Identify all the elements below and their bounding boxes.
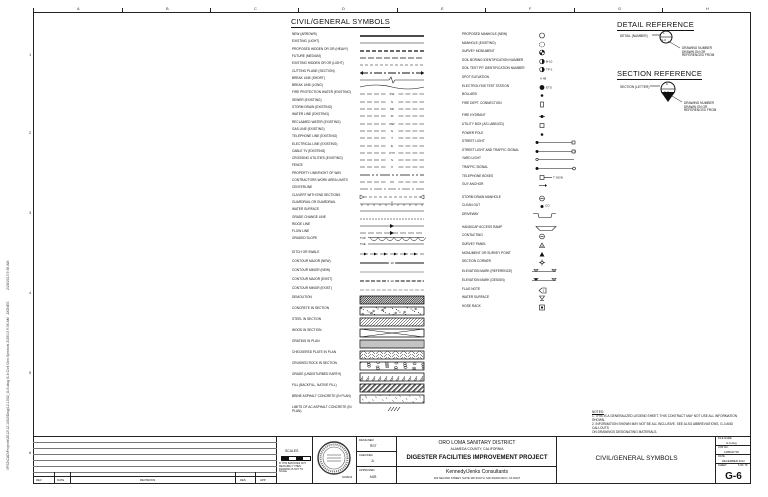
job-no-label: JOB NO. (718, 446, 729, 449)
svg-text:X: X (390, 165, 394, 170)
seal-date: 02/28/13 (342, 476, 353, 479)
symbol-label: EXISTING (LIGHT) (292, 39, 320, 44)
grid-number: 2 (29, 130, 32, 135)
symbol-label: CONTOUR MAJOR (EXIST) (292, 277, 333, 282)
section-drawing-number-label: DRAWING NUMBER DRAWN ON OR REFERENCED FROM (684, 101, 717, 113)
svg-text:X 48: X 48 (540, 76, 547, 81)
symbol-hatch-conc (360, 307, 424, 315)
scales-label: SCALES (285, 449, 299, 453)
revision-col-line (70, 472, 71, 484)
approved-value: MJB (370, 475, 377, 479)
symbol-label: CONTOUR MINOR (EXIST) (292, 286, 332, 291)
rev-header-rev: REV (36, 478, 42, 482)
symbol-label: BREAK LINE (LONG) (292, 83, 323, 88)
symbol-label: SECTION CORNER (462, 259, 491, 264)
symbol-label: CENTERLINE (292, 185, 313, 190)
symbol-boring-icon (536, 58, 580, 66)
symbol-hatch-wood (360, 329, 424, 337)
grid-number: 4 (29, 290, 32, 295)
owner-name: ORO LOMA SANITARY DISTRICT (438, 440, 516, 446)
section-bubble-bottom: G-6 (664, 90, 670, 94)
symbol-circle-ex-icon (536, 41, 580, 49)
svg-text:G: G (390, 129, 394, 134)
approved-label: APPROVED (359, 468, 375, 472)
note-line-1: 1. THIS IS A GENERALIZED LEGEND SHEET. THIS CONTRACT MAY NOT USE ALL INFORMATION SHOWN. (592, 414, 738, 422)
detail-bubble-bottom: G-6 (661, 38, 667, 42)
symbol-hatch-rock (360, 362, 424, 370)
symbol-contour-thin (360, 269, 424, 277)
symbol-yard-icon (536, 156, 580, 164)
symbol-driveway-icon (536, 212, 580, 220)
symbol-spot-icon (536, 75, 580, 83)
svg-text:S: S (390, 99, 394, 104)
symbol-ets-icon (536, 84, 580, 92)
symbol-monument-icon (536, 49, 580, 57)
engineer-seal-icon (316, 440, 352, 476)
symbol-hatch-demo (360, 296, 424, 304)
symbol-label: DEMOLITION (292, 295, 312, 300)
symbol-label: GRADE (UNDISTURBED EARTH) (292, 372, 341, 377)
revision-row-line (33, 460, 277, 461)
notes-title: NOTES: (592, 410, 604, 414)
symbol-tel-icon (536, 174, 580, 182)
symbol-elevdes-icon (536, 278, 580, 286)
designed-value: RGT (370, 444, 377, 448)
symbol-label: SEWER (EXISTING) (292, 97, 322, 102)
symbol-hatch-earth (360, 373, 424, 381)
symbol-label: PROPOSED MANHOLE (NEW) (462, 32, 508, 36)
sheet-label: SHEET (718, 464, 727, 467)
symbol-label: ELECTROLYSIS TEST STATION (462, 83, 509, 88)
svg-text:B-10: B-10 (546, 59, 553, 64)
grid-number: 3 (29, 210, 32, 215)
grid-letter: C (254, 6, 257, 11)
symbol-hatch-fill (360, 384, 424, 392)
symbol-ws-icon (536, 295, 580, 303)
symbol-label: CULVERT WITH END SECTIONS (292, 192, 341, 197)
symbol-contact-icon (536, 233, 580, 241)
symbol-label: ELEVATION MARK (DESIGN) (462, 278, 505, 283)
grid-letter: E (441, 6, 444, 11)
symbol-label: MONUMENT OR SURVEY POINT (462, 250, 511, 255)
svg-text:XX: XX (389, 180, 395, 185)
symbol-label: CONTRACTORS WORK AREA LIMITS (292, 178, 348, 182)
symbol-label: STORM DRAIN MANHOLE (462, 194, 501, 199)
symbol-hatch-asph (360, 395, 424, 403)
rev-header-revisions: REVISIONS (140, 478, 156, 482)
grid-tick (574, 8, 575, 12)
symbol-label: FUTURE (MEDIUM) (292, 53, 321, 58)
symbol-label: CHECKERED PLATE IN PLAN (292, 350, 337, 355)
symbol-label: STREET LIGHT AND TRAFFIC SIGNAL (462, 147, 520, 152)
rev-header-date: DATE (57, 478, 65, 482)
revision-header-line (33, 476, 277, 477)
revision-col-line (235, 472, 236, 484)
grid-letter: G (618, 6, 622, 11)
symbol-label: ELEVATION MARK (REFERENCE) (462, 268, 513, 273)
symbol-streetlight-icon (536, 139, 580, 147)
section-bubble-top: A (666, 82, 669, 86)
civil-symbols-title: CIVIL/GENERAL SYMBOLS (291, 17, 390, 26)
symbol-sdmh-icon (536, 195, 580, 203)
section-letter-label: SECTION (LETTER) (620, 85, 650, 89)
symbol-label: BRINE ASPHALT CONCRETE (IN PLAN) (292, 394, 351, 399)
plot-user-text: JJONES (6, 301, 10, 315)
symbol-label: FLAG NOTE (462, 286, 481, 291)
symbol-flag-icon (536, 287, 580, 295)
grid-letter: D (342, 6, 345, 11)
sheet-title: CIVIL/GENERAL SYMBOLS (595, 455, 678, 462)
rev-header-app: APP (260, 478, 266, 482)
date-label: DATE (718, 455, 725, 458)
symbol-label: DRIVEWAY (462, 211, 479, 216)
symbol-label: FENCE (292, 163, 303, 168)
symbol-limits (360, 406, 424, 414)
svg-text:T: T (391, 136, 393, 141)
symbol-elevref-icon (536, 269, 580, 277)
symbol-hydrant-icon (536, 113, 580, 121)
rev-header-des: DES (240, 478, 246, 482)
designed-label: DESIGNED (359, 438, 374, 442)
svg-text:SD: SD (389, 107, 395, 112)
symbol-label: CUTTING PLANE (SECTION) (292, 68, 335, 73)
symbol-label: CRUSHED ROCK IN SECTION (292, 361, 337, 366)
plot-date-text: 2/28/2013 9:36 AM (6, 260, 10, 290)
revision-col-line (255, 472, 256, 484)
project-name: DIGESTER FACILITIES IMPROVEMENT PROJECT (406, 455, 548, 461)
grid-tick (397, 8, 398, 12)
symbol-label: FLOW LINE (292, 229, 310, 234)
revision-row-line (33, 454, 277, 455)
symbol-label: UTILITY BOX (AS LABELED) (462, 121, 504, 126)
revision-row-line (33, 442, 277, 443)
checked-value: JL (371, 459, 375, 463)
symbol-label: GUARDRAIL OR GUARDRAIL (292, 199, 336, 204)
symbol-hatch-steel (360, 318, 424, 326)
consultant-name: Kennedy/Jenks Consultants (446, 469, 508, 475)
symbol-hose-icon (536, 304, 580, 312)
symbol-traffic-icon (536, 165, 580, 173)
revision-row-line (33, 466, 277, 467)
plot-path-text: \\FS2\CAD\Projects\2012\12-1002\Dwg\12-1002_G-6.dwg G-6 Civil Gen Symbols 2/28/13 9:36 AM (6, 317, 10, 470)
svg-text:TOP: TOP (360, 236, 366, 241)
sheet-number: G-6 (725, 471, 742, 482)
symbol-label: FIRE DEPT. CONNECTION (462, 100, 502, 105)
svg-text:E: E (390, 143, 394, 148)
grid-tick (485, 8, 486, 12)
grid-tick (662, 8, 663, 12)
symbol-label: CABLE TV (EXISTING) (292, 148, 326, 153)
grid-tick (33, 8, 34, 12)
symbol-guy-icon (536, 182, 580, 190)
symbol-hatch-grate (360, 340, 424, 348)
symbol-label: LIMITS OF AC ASPHALT CONCRETE (IN PLAN) (292, 405, 352, 413)
symbol-ramp-icon (536, 225, 580, 233)
sheet-of: 6 OF 79 (738, 464, 748, 467)
note-line-2: 2. INFORMATION SHOWN MAY NOT BE ALL INCLUSIVE. SEE ALSO ABBREVIATIONS, G-3 AND CALLOUTS (592, 422, 733, 430)
symbol-slts-icon (536, 148, 580, 156)
symbol-label: RECLAIMED WATER (EXISTING) (292, 119, 341, 124)
svg-text:o: o (391, 199, 393, 204)
symbol-label: SURVEY MONUMENT (462, 49, 495, 54)
symbol-label: GAS LINE (EXISTING) (292, 126, 325, 131)
symbol-label: NEW (ARROWS) (292, 32, 317, 36)
file-name-value: G-6.dwg (726, 441, 737, 445)
symbol-label: GRATING IN PLAN (292, 339, 320, 344)
symbol-label: DITCH OR SWALE (292, 250, 320, 255)
svg-text:10: 10 (390, 261, 394, 266)
grid-tick (122, 8, 123, 12)
symbol-label: BOLLARD (462, 92, 477, 97)
symbol-ditch (360, 251, 424, 259)
symbol-label: CLEAN OUT (462, 203, 481, 208)
grid-number: 6 (29, 450, 32, 455)
grid-number: 5 (29, 370, 32, 375)
symbol-label: ELECTRICAL LINE (EXISTING) (292, 141, 338, 146)
detail-bubble-top: 1 (663, 31, 665, 35)
symbol-contour-dash-thin (360, 287, 424, 295)
symbol-bollard-icon (536, 92, 580, 100)
symbol-label: WATER SURFACE (292, 207, 320, 212)
symbol-label: SOIL BORING IDENTIFICATION NUMBER (462, 57, 524, 62)
design-info-box (357, 436, 397, 484)
svg-text:T SIGN: T SIGN (553, 175, 563, 179)
symbol-fdc-icon (536, 101, 580, 109)
symbol-cleanout-icon (536, 203, 580, 211)
date-value: DECEMBER 2012 (722, 459, 745, 463)
revision-row-line (33, 448, 277, 449)
grid-tick (298, 8, 299, 12)
symbol-label: TRAFFIC SIGNAL (462, 164, 489, 169)
svg-text:CTV: CTV (389, 150, 395, 155)
symbol-label: RIDGE LINE (292, 221, 311, 226)
symbol-label: FIRE HYDRANT (462, 113, 486, 118)
checked-label: CHECKED (359, 453, 373, 457)
consultant-address: 303 SECOND STREET, SUITE 300 SOUTH, SAN FRANCISCO, CA 94107 (433, 477, 521, 480)
symbol-box-icon (536, 122, 580, 130)
symbol-label: TELEPHONE BOXES (462, 173, 494, 178)
grid-letter: H (706, 6, 709, 11)
svg-text:TOE: TOE (360, 242, 366, 247)
svg-text:10: 10 (390, 279, 394, 284)
grid-letter: B (166, 6, 169, 11)
symbol-label: CONTACTING (462, 233, 483, 238)
revision-col-line (54, 472, 55, 484)
symbol-label: HANDICAP ACCESS RAMP (462, 224, 503, 229)
symbol-label: POWER POLE (462, 130, 484, 135)
symbol-label: GRADE CHANGE LINE (292, 214, 326, 219)
symbol-label: EXISTING HIDDEN OR OR (LIGHT) (292, 61, 344, 66)
svg-text:W: W (390, 114, 394, 119)
symbol-point-icon (536, 251, 580, 259)
symbol-label: HOSE RACK (462, 304, 481, 308)
notes-block (592, 410, 748, 434)
detail-reference-title: DETAIL REFERENCE (617, 20, 694, 29)
symbol-label: GRADED SLOPE (292, 236, 318, 241)
symbol-label: WATER SURFACE (462, 295, 490, 300)
symbol-label: FIRE PROTECTION WATER (EXISTING) (292, 90, 351, 95)
symbol-label: YARD LIGHT (462, 156, 481, 161)
detail-number-label: DETAIL (NUMBER) (620, 34, 648, 38)
symbol-slope (360, 237, 424, 245)
symbol-hatch-check (360, 351, 424, 359)
svg-text:RW: RW (389, 121, 395, 126)
symbol-label: WATER LINE (EXISTING) (292, 112, 330, 117)
symbol-label: PROPERTY LINE/RIGHT OF WAY (292, 170, 342, 175)
symbol-label: CONTOUR MAJOR (NEW) (292, 259, 331, 264)
symbol-corner-icon (536, 259, 580, 267)
symbol-label: SPOT ELEVATION (462, 75, 489, 79)
svg-text:S: S (390, 158, 394, 163)
scale-bar (281, 456, 311, 461)
section-reference-title: SECTION REFERENCE (617, 69, 703, 78)
symbol-label: SURVEY PANEL (462, 242, 487, 246)
svg-text:1: 1 (542, 288, 545, 293)
symbol-label: BREAK LINE (SHORT) (292, 75, 325, 80)
svg-text:ETS: ETS (546, 85, 552, 90)
grid-tick (210, 8, 211, 12)
job-no-value: 1286011*00 (724, 450, 739, 454)
symbol-circle-icon (536, 32, 580, 40)
symbol-label: GUY ANCHOR (462, 182, 484, 187)
note-line-3: ON DRAWINGS DESIGNATING MATERIALS. (592, 430, 658, 434)
symbol-contour-dash (360, 278, 424, 286)
symbol-label: CROSSING UTILITIES (EXISTING) (292, 156, 343, 161)
symbol-label: TELEPHONE LINE (EXISTING) (292, 134, 338, 139)
symbol-label: MANHOLE (EXISTING) (462, 40, 496, 45)
symbol-label: WOOD IN SECTION (292, 328, 322, 333)
svg-text:CO: CO (545, 203, 550, 208)
symbol-label: SOIL TEST PIT IDENTIFICATION NUMBER (462, 66, 525, 71)
symbol-label: STEEL IN SECTION (292, 317, 322, 322)
symbol-label: STREET LIGHT (462, 139, 485, 144)
grid-number: 1 (29, 52, 32, 57)
symbol-panel-icon (536, 242, 580, 250)
symbol-pole-icon (536, 131, 580, 139)
symbol-label: STORM DRAIN (EXISTING) (292, 105, 333, 109)
file-name-label: FILE NAME (718, 437, 732, 440)
county-name: ALAMEDA COUNTY, CALIFORNIA (450, 447, 504, 451)
symbol-label: PROPOSED HIDDEN OR OR (HEAVY) (292, 46, 349, 51)
symbol-testpit-icon (536, 66, 580, 74)
scales-note: IF THIS BAR DOES NOT MEASURE 1" THEN DRAWING IS NOT TO SCALE (279, 462, 306, 474)
symbol-label: CONTOUR MINOR (NEW) (292, 268, 331, 273)
symbol-contour (360, 260, 424, 268)
svg-text:FW: FW (389, 92, 395, 97)
svg-text:TP-1: TP-1 (546, 67, 553, 72)
symbol-label: CONCRETE IN SECTION (292, 306, 330, 311)
grid-letter: A (77, 6, 80, 11)
grid-letter: F (529, 6, 532, 11)
symbol-label: FILL (BACKFILL, NATIVE FILL) (292, 383, 337, 388)
detail-drawing-number-label: DRAWING NUMBER DRAWN ON OR REFERENCED FROM (682, 46, 715, 58)
